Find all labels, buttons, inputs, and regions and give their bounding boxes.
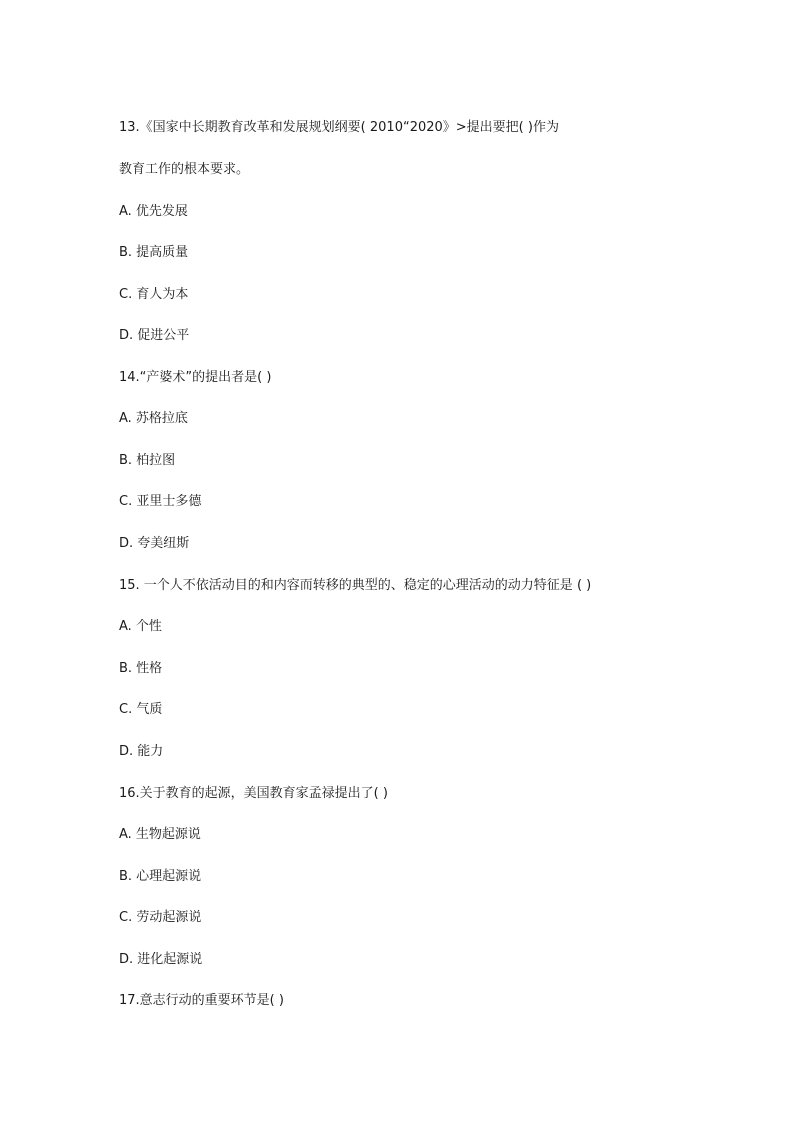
question-16-option-d: D. 进化起源说 <box>119 952 203 967</box>
question-13-option-d: D. 促进公平 <box>119 328 190 343</box>
question-14-option-c: C. 亚里士多德 <box>119 494 202 509</box>
question-15-stem: 15. 一个人不依活动目的和内容而转移的典型的、稳定的心理活动的动力特征是 ( ) <box>119 578 592 593</box>
question-14-option-a: A. 苏格拉底 <box>119 411 188 426</box>
question-15-option-d: D. 能力 <box>119 744 164 759</box>
question-13-option-c: C. 育人为本 <box>119 287 189 302</box>
question-14-option-b: B. 柏拉图 <box>119 453 176 468</box>
question-13-stem-line-1: 13.《国家中长期教育改革和发展规划纲要( 2010“2020》>提出要把( )作为 <box>119 120 559 135</box>
question-16-option-a: A. 生物起源说 <box>119 827 201 842</box>
question-14-option-d: D. 夸美纽斯 <box>119 536 190 551</box>
question-15-option-b: B. 性格 <box>119 661 163 676</box>
question-17-stem: 17.意志行动的重要环节是( ) <box>119 993 284 1008</box>
question-13-option-b: B. 提高质量 <box>119 245 189 260</box>
question-13-option-a: A. 优先发展 <box>119 204 188 219</box>
question-14-stem: 14.“产婆术”的提出者是( ) <box>119 370 272 385</box>
question-15-option-a: A. 个性 <box>119 619 162 634</box>
question-13-stem-line-2: 教育工作的根本要求。 <box>119 162 250 177</box>
question-15-option-c: C. 气质 <box>119 702 163 717</box>
question-16-option-c: C. 劳动起源说 <box>119 910 202 925</box>
question-16-option-b: B. 心理起源说 <box>119 869 202 884</box>
question-16-stem: 16.关于教育的起源，美国教育家孟禄提出了( ) <box>119 786 388 801</box>
